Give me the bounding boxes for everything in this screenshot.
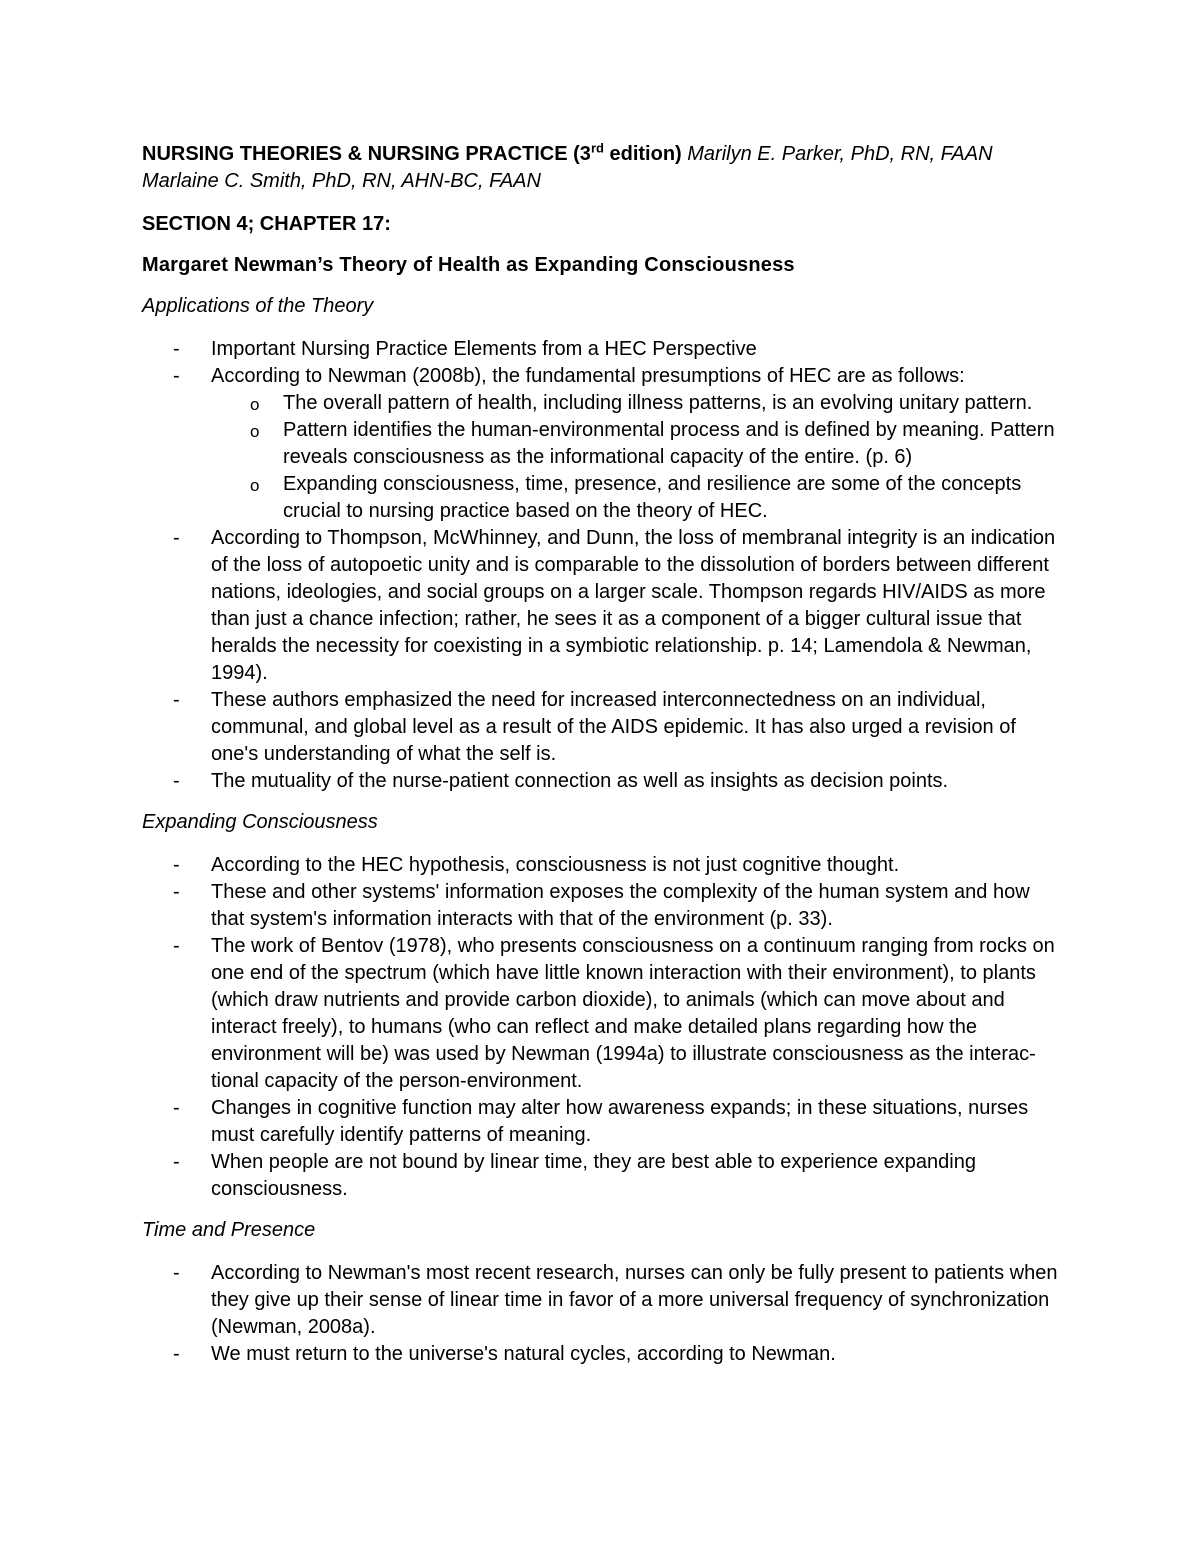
sub-list-item [211,471,1062,525]
section-heading: Applications of the Theory [142,295,374,317]
bullet-list [142,1260,1062,1368]
list-item-text: According to Newman's most recent research, nurses can only be fully present to patients when they give up their sense of linear time in favor of a more universal frequency of synchronization (Newman, 2008a). [211,1262,1058,1338]
list-item [142,852,1062,879]
list-item-text: Changes in cognitive function may alter how awareness expands; in these situations, nurses must carefully identify patterns of meaning. [211,1097,1029,1146]
list-item-text: These and other systems' information exposes the complexity of the human system and how that system's information interacts with that of the environment (p. 33). [211,881,1030,930]
section-heading: Expanding Consciousness [142,811,378,833]
sub-list-item [211,390,1062,417]
list-item-text: Important Nursing Practice Elements from a HEC Perspective [211,338,757,360]
list-item [142,1095,1062,1149]
dash-bullet: - [173,365,180,387]
dash-bullet: - [173,689,180,711]
chapter-title: Margaret Newman’s Theory of Health as Expanding Consciousness [142,254,795,276]
edition-superscript: rd [590,140,604,156]
section-label: SECTION 4; CHAPTER 17: [142,213,391,235]
list-item [142,1341,1062,1368]
dash-bullet: - [173,854,180,876]
document-title [142,141,1062,195]
list-item [142,525,1062,687]
list-item [142,933,1062,1095]
section-heading: Time and Presence [142,1219,316,1241]
bullet-list [142,336,1062,795]
list-item [142,336,1062,363]
list-item [142,687,1062,768]
dash-bullet: - [173,1262,180,1284]
list-item-text: The work of Bentov (1978), who presents consciousness on a continuum ranging from rocks on one end of the spectrum (which have little known interaction with their environment), to plants (which draw nutrients and provide carbon dioxide), to animals (which can move about and interact freely), to humans (who can reflect and make detailed plans regarding how the environment will be) was used by Newman (1994a) to illustrate consciousness as the interac- tional capacity of the person-environment. [211,935,1055,1092]
list-item [142,363,1062,525]
circle-bullet: o [250,395,260,414]
sub-list-item [211,417,1062,471]
circle-bullet: o [250,422,260,441]
dash-bullet: - [173,881,180,903]
list-item [142,1149,1062,1203]
sub-list-item-text: Pattern identifies the human-environmental process and is defined by meaning. Pattern reveals consciousness as the informational capacity of the entire. (p. 6) [283,419,1055,468]
list-item-text: According to Thompson, McWhinney, and Dunn, the loss of membranal integrity is an indication of the loss of autopoetic unity and is comparable to the dissolution of borders between different nations, ideologies, and social groups on a larger scale. Thompson regards HIV/AIDS as more than just a chance infection; rather, he sees it as a component of a bigger cultural issue that heralds the necessity for coexisting in a symbiotic relationship. p. 14; Lamendola & Newman, 1994). [211,527,1056,684]
list-item [142,768,1062,795]
edition-label: edition) [603,143,682,165]
dash-bullet: - [173,770,180,792]
dash-bullet: - [173,338,180,360]
list-item-text: According to the HEC hypothesis, consciousness is not just cognitive thought. [211,854,900,876]
list-item-text: We must return to the universe's natural cycles, according to Newman. [211,1343,836,1365]
bullet-list [142,852,1062,1203]
dash-bullet: - [173,527,180,549]
sections-container [142,293,1062,1368]
list-item-text: When people are not bound by linear time, they are best able to experience expanding consciousness. [211,1151,976,1200]
list-item-text: According to Newman (2008b), the fundamental presumptions of HEC are as follows: [211,365,965,387]
list-item-text: These authors emphasized the need for increased interconnectedness on an individual, communal, and global level as a result of the AIDS epidemic. It has also urged a revision of one's understanding of what the self is. [211,689,1016,765]
document-page [142,141,1062,1368]
list-item-text: The mutuality of the nurse-patient connection as well as insights as decision points. [211,770,949,792]
sub-list-item-text: Expanding consciousness, time, presence, and resilience are some of the concepts crucial to nursing practice based on the theory of HEC. [283,473,1022,522]
dash-bullet: - [173,1097,180,1119]
dash-bullet: - [173,935,180,957]
sub-list-item-text: The overall pattern of health, including illness patterns, is an evolving unitary pattern. [283,392,1033,414]
book-authors: Marilyn E. Parker, PhD, RN, FAAN Marlaine C. Smith, PhD, RN, AHN-BC, FAAN [142,143,993,192]
circle-bullet: o [250,476,260,495]
list-item [142,1260,1062,1341]
sub-list [211,390,1062,525]
book-title: NURSING THEORIES & NURSING PRACTICE (3 [142,143,591,165]
dash-bullet: - [173,1151,180,1173]
dash-bullet: - [173,1343,180,1365]
list-item [142,879,1062,933]
